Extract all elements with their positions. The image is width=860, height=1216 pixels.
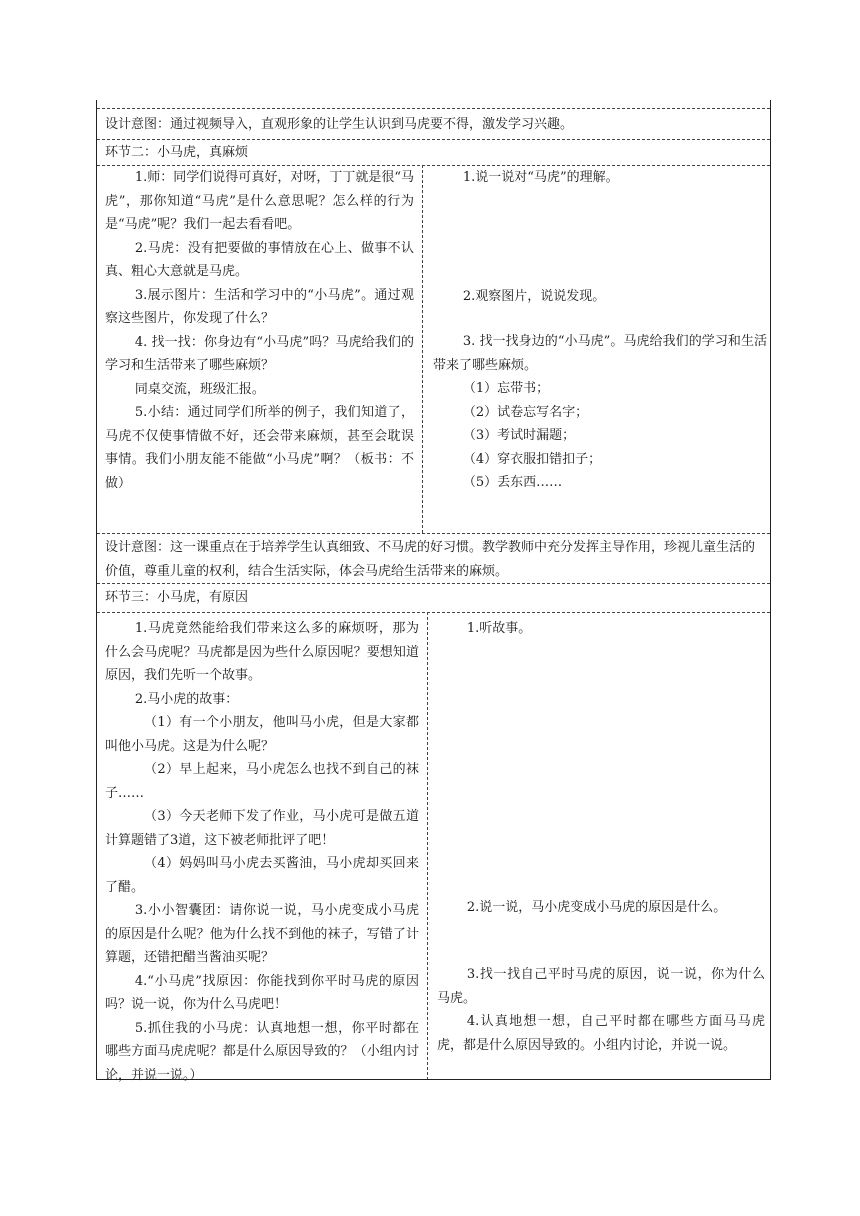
teacher-activity-column-3	[105, 617, 419, 1087]
lesson-plan-table	[96, 100, 771, 1083]
student-step: （4）穿衣服扣错扣子；	[462, 451, 602, 467]
student-step: 2.观察图片，说说发现。	[462, 288, 606, 304]
section-3-body-top-border	[97, 612, 770, 613]
section-title: 环节三：小马虎，有原因	[105, 590, 249, 605]
teacher-step: 4.“小马虎”找原因：你能找到你平时马虎的原因吗？说一说，你为什么马虎吧！	[105, 973, 419, 1012]
teacher-step: 3.展示图片：生活和学习中的“小马虎”。通过观察这些图片，你发现了什么？	[105, 287, 414, 326]
teacher-step: 3.小小智囊团：请你说一说，马小虎变成小马虎的原因是什么呢？他为什么找不到他的袜子，写错了计算题，还错把醋当酱油买呢？	[105, 903, 419, 965]
student-step: 3. 找一找身边的“小马虎”。马虎给我们的学习和生活带来了哪些麻烦。	[433, 334, 767, 373]
student-step: 3.找一找自己平时马虎的原因，说一说，你为什么马虎。	[437, 967, 765, 1006]
teacher-step: （3）今天老师下发了作业，马小虎可是做五道计算题错了3道，这下被老师批评了吧！	[105, 809, 419, 848]
teacher-step: （1）有一个小朋友，他叫马小虎，但是大家都叫他小马虎。这是为什么呢？	[105, 715, 419, 754]
student-step: 4.认真地想一想，自己平时都在哪些方面马马虎虎，都是什么原因导致的。小组内讨论，并说一说。	[437, 1014, 765, 1053]
column-divider	[427, 612, 428, 1080]
column-divider	[422, 165, 423, 533]
teacher-step: 5.抓住我的小马虎：认真地想一想，你平时都在哪些方面马虎虎呢？都是什么原因导致的？（小组内讨论，并说一说。）	[105, 1020, 419, 1083]
design-intent-row-2	[97, 533, 770, 583]
teacher-step: 2.马虎：没有把要做的事情放在心上、做事不认真、粗心大意就是马虎。	[105, 240, 414, 279]
student-step: 1.听故事。	[466, 621, 532, 636]
teacher-step: 1.师：同学们说得可真好，对呀，丁丁就是很“马虎”，那你知道“马虎”是什么意思呢？怎么样的行为是“马虎”呢？我们一起去看看吧。	[105, 170, 414, 232]
design-intent-text: 设计意图：通过视频导入，直观形象的让学生认识到马虎要不得，激发学习兴趣。	[105, 117, 574, 132]
teacher-step: （4）妈妈叫马小虎去买酱油，马小虎却买回来了醋。	[105, 856, 419, 895]
table-bottom-border	[97, 1079, 770, 1080]
teacher-activity-column-2	[105, 166, 414, 495]
student-step: （2）试卷忘写名字；	[462, 404, 589, 420]
section-title-row-3	[97, 583, 770, 612]
student-step: （1）忘带书；	[462, 381, 550, 396]
student-step: 2.说一说，马小虎变成小马虎的原因是什么。	[466, 899, 727, 915]
design-intent-row-1	[97, 108, 770, 139]
student-activity-column-3	[437, 617, 765, 1057]
teacher-step: 5.小结：通过同学们所举的例子，我们知道了，马虎不仅使事情做不好，还会带来麻烦，甚至会耽误事情。我们小朋友能不能做“小马虎”啊？（板书：不做）	[105, 405, 414, 491]
teacher-step: 4. 找一找：你身边有“小马虎”吗？马虎给我们的学习和生活带来了哪些麻烦？	[105, 334, 414, 373]
student-step: （3）考试时漏题；	[462, 428, 576, 443]
student-step: （5）丢东西……	[462, 475, 563, 490]
teacher-step: 1.马虎竟然能给我们带来这么多的麻烦呀，那为什么会马虎呢？马虎都是因为些什么原因呢？要想知道原因，我们先听一个故事。	[105, 621, 419, 683]
teacher-step: 同桌交流，班级汇报。	[134, 381, 265, 397]
teacher-step: 2.马小虎的故事：	[134, 691, 239, 707]
student-activity-column-2	[433, 166, 767, 495]
teacher-step: （2）早上起来，马小虎怎么也找不到自己的袜子……	[105, 762, 419, 801]
section-title: 环节二：小马虎，真麻烦	[105, 145, 249, 160]
section-title-row-2	[97, 139, 770, 165]
design-intent-text: 设计意图：这一课重点在于培养学生认真细致、不马虎的好习惯。教学教师中充分发挥主导作用，珍视儿童生活的价值，尊重儿童的权利，结合生活实际，体会马虎给生活带来的麻烦。	[105, 540, 756, 579]
student-step: 1.说一说对“马虎”的理解。	[462, 170, 619, 185]
